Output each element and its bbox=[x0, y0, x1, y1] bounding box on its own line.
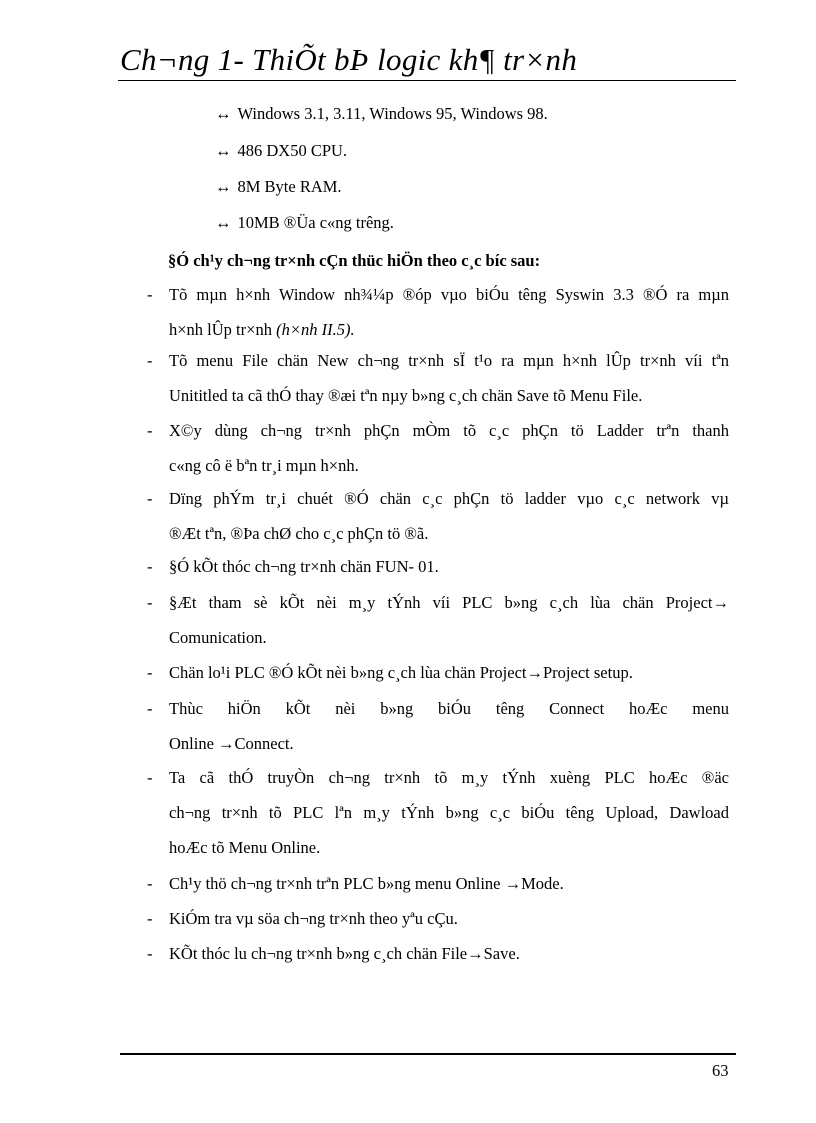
step-line: §Ó kÕt thóc ch¬ng tr×nh chän FUN- 01. bbox=[169, 557, 439, 576]
requirement-item bbox=[215, 177, 342, 197]
page-number: 63 bbox=[712, 1061, 729, 1080]
section-subheading: §Ó ch¹y ch¬ng tr×nh cÇn thüc hiÖn theo c¸c bíc sau: bbox=[168, 251, 541, 270]
requirement-item bbox=[215, 104, 548, 124]
step-line: Dïng phÝm tr¸i chuét ®Ó chän c¸c phÇn tö ladder vµo c¸c network vµ bbox=[169, 489, 729, 508]
step-dash: - bbox=[147, 285, 153, 304]
double-arrow-icon: ↔ bbox=[215, 213, 232, 232]
step-dash: - bbox=[147, 909, 153, 928]
requirement-text: 8M Byte RAM. bbox=[237, 177, 342, 196]
step-line: §Æt tham sè kÕt nèi m¸y tÝnh víi PLC b»ng c¸ch lùa chän Project→ bbox=[169, 593, 729, 612]
step-line: Comunication. bbox=[169, 628, 267, 647]
step-line: Unititled ta cã thÓ thay ®æi tªn nµy b»ng c¸ch chän Save tõ Menu File. bbox=[169, 386, 643, 405]
header-title: Ch¬ng 1- ThiÕt bÞ logic kh¶ tr×nh bbox=[120, 42, 578, 77]
double-arrow-icon: ↔ bbox=[215, 177, 232, 196]
step-dash: - bbox=[147, 663, 153, 682]
step-line: Chän lo¹i PLC ®Ó kÕt nèi b»ng c¸ch lùa chän Project→Project setup. bbox=[169, 663, 633, 682]
header-rule bbox=[118, 80, 736, 81]
double-arrow-icon: ↔ bbox=[215, 141, 232, 160]
step-dash: - bbox=[147, 489, 153, 508]
step-line: Tõ mµn h×nh Window nh¾¼p ®óp vµo biÓu têng Syswin 3.3 ®Ó ra mµn bbox=[169, 285, 729, 304]
requirement-text: Windows 3.1, 3.11, Windows 95, Windows 98. bbox=[237, 104, 548, 123]
step-line: X©y dùng ch¬ng tr×nh phÇn mÒm tõ c¸c phÇn tö Ladder trªn thanh bbox=[169, 421, 729, 440]
footer-rule bbox=[120, 1053, 736, 1055]
step-line-text: h×nh lÛp tr×nh bbox=[169, 320, 277, 339]
step-line: Ta cã thÓ truyÒn ch¬ng tr×nh tõ m¸y tÝnh xuèng PLC hoÆc ®äc bbox=[169, 768, 729, 787]
figure-reference: (h×nh II.5). bbox=[276, 320, 355, 339]
step-dash: - bbox=[147, 944, 153, 963]
requirement-text: 486 DX50 CPU. bbox=[237, 141, 348, 160]
step-line: KiÓm tra vµ söa ch¬ng tr×nh theo yªu cÇu. bbox=[169, 909, 458, 928]
step-line: hoÆc tõ Menu Online. bbox=[169, 838, 321, 857]
requirement-item bbox=[215, 213, 394, 233]
step-line: ®Æt tªn, ®Þa chØ cho c¸c phÇn tö ®ã. bbox=[169, 524, 429, 543]
step-dash: - bbox=[147, 421, 153, 440]
step-line: Tõ menu File chän New ch¬ng tr×nh sÏ t¹o ra mµn h×nh lÛp tr×nh víi tªn bbox=[169, 351, 729, 370]
step-dash: - bbox=[147, 557, 153, 576]
step-line bbox=[169, 320, 729, 340]
step-line: Online →Connect. bbox=[169, 734, 294, 753]
requirement-text: 10MB ®Üa c«ng trêng. bbox=[237, 213, 394, 232]
step-line: Ch¹y thö ch¬ng tr×nh trªn PLC b»ng menu Online →Mode. bbox=[169, 874, 564, 893]
step-dash: - bbox=[147, 768, 153, 787]
step-dash: - bbox=[147, 351, 153, 370]
step-dash: - bbox=[147, 874, 153, 893]
requirement-item bbox=[215, 141, 347, 161]
step-dash: - bbox=[147, 699, 153, 718]
step-line: ch¬ng tr×nh tõ PLC lªn m¸y tÝnh b»ng c¸c biÓu têng Upload, Dawload bbox=[169, 803, 729, 822]
step-line: KÕt thóc lu ch¬ng tr×nh b»ng c¸ch chän File→Save. bbox=[169, 944, 520, 963]
step-dash: - bbox=[147, 593, 153, 612]
double-arrow-icon: ↔ bbox=[215, 104, 232, 123]
step-line: Thùc hiÖn kÕt nèi b»ng biÓu têng Connect hoÆc menu bbox=[169, 699, 729, 718]
step-line: c«ng cô ë bªn tr¸i mµn h×nh. bbox=[169, 456, 359, 475]
